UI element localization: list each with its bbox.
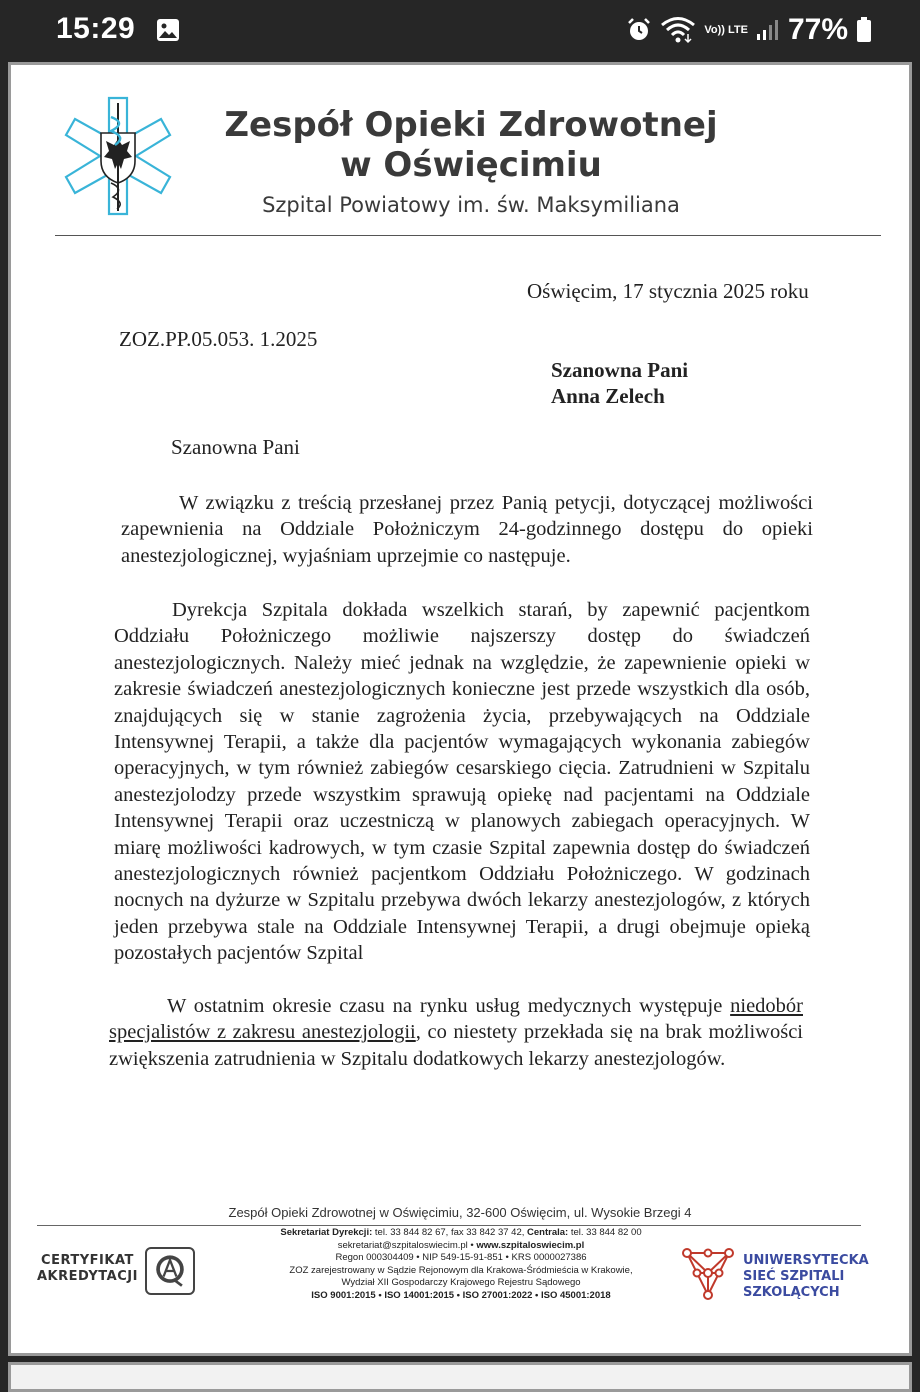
next-page-edge[interactable] — [8, 1362, 912, 1392]
wifi-icon — [660, 16, 696, 44]
org-name-line2: w Oświęcimiu — [340, 145, 602, 185]
reference-number: ZOZ.PP.05.053. 1.2025 — [119, 327, 318, 351]
university-network-name: UNIWERSYTECKA SIEĆ SZPITALI SZKOLĄCYCH — [743, 1253, 869, 1300]
header-divider — [55, 235, 881, 236]
alarm-icon — [626, 17, 652, 43]
status-bar — [0, 0, 920, 60]
organization-name — [171, 105, 771, 185]
recipient-name: Anna Zelech — [551, 384, 665, 408]
paragraph-3-underlined: niedobór specjalistów z zakresu anestezjologii — [109, 995, 803, 1044]
paragraph-1: W związku z treścią przesłanej przez Panią petycji, dotyczącej możliwości zapewnienia na Oddziale Położniczym 24-godzinnego dostępu do opieki anestezjologicznej, wyjaśniam uprzejmie co następuje. — [121, 492, 813, 567]
paragraph-3 — [109, 993, 803, 1072]
signal-icon — [756, 18, 780, 42]
status-icons — [626, 12, 872, 48]
footer-details — [241, 1227, 681, 1302]
paragraph-3-end: , co niestety przekłada się na brak możliwości zwiększenia zatrudnienia w Szpitalu dodatkowych lekarzy anestezjologów. — [109, 1021, 803, 1070]
hospital-name: Szpital Powiatowy im. św. Maksymiliana — [262, 193, 680, 217]
org-name-line1: Zespół Opieki Zdrowotnej — [224, 105, 718, 145]
footer-court-1: ZOZ zarejestrowany w Sądzie Rejonowym dla Krakowa-Śródmieścia w Krakowie, — [289, 1264, 633, 1276]
accreditation-label: CERTYFIKAT AKREDYTACJI — [37, 1253, 138, 1284]
recipient-block — [551, 357, 688, 409]
footer-court-2: Wydział XII Gospodarczy Krajowego Rejestru Sądowego — [341, 1277, 581, 1288]
star-of-life-logo — [55, 93, 181, 219]
network-type: Vo)) LTE — [704, 23, 748, 36]
status-time: 15:29 — [56, 12, 136, 45]
accreditation-logo-icon — [145, 1247, 195, 1295]
university-network-logo-icon — [681, 1245, 735, 1303]
salutation: Szanowna Pani — [171, 435, 300, 459]
footer-iso: ISO 9001:2015 • ISO 14001:2015 • ISO 27001:2022 • ISO 45001:2018 — [311, 1289, 611, 1301]
battery-percent: 77% — [787, 13, 848, 46]
footer-contact-line: Sekretariat Dyrekcji: tel. 33 844 82 67, fax 33 842 37 42, Centrala: tel. 33 844 82 00 — [280, 1227, 642, 1238]
footer-web-line: sekretariat@szpitaloswiecim.pl • www.szpitaloswiecim.pl — [337, 1239, 585, 1251]
battery-icon — [856, 17, 872, 43]
paragraph-3-start: W ostatnim okresie czasu na rynku usług medycznych występuje — [167, 995, 731, 1017]
footer-registry: Regon 000304409 • NIP 549-15-91-851 • KRS 0000027386 — [335, 1252, 587, 1263]
letter-date: Oświęcim, 17 stycznia 2025 roku — [527, 279, 809, 303]
paragraph-2: Dyrekcja Szpitala dokłada wszelkich starań, by zapewnić pacjentkom Oddziału Położniczego możliwie najszerszy dostęp do świadczeń anestezjologicznych. Należy mieć jednak na względzie, że zapewnienie opieki w zakresie świadczeń anestezjologicznych konieczne jest przede wszystkich dla osób, znajdujących się w stanie zagrożenia życia, przebywających na Oddziale Intensywnej Terapii, a także dla pacjentów wymagających wykonania zabiegów operacyjnych, w tym również zabiegów cesarskiego cięcia. Zatrudnieni w Szpitalu anestezjolodzy przede wszystkim sprawują opiekę nad pacjentami na Oddziale Intensywnej Terapii oraz uczestniczą w planowych zabiegach operacyjnych. W miarę możliwości kadrowych, w tym czasie Szpital zapewnia dostęp do świadczeń anestezjologicznych również pacjentkom Oddziału Położniczego. W godzinach nocnych na dyżurze w Szpitalu przebywa dwóch lekarzy anestezjologów, z których jeden przebywa stale na Oddziale Intensywnej Terapii, a drugi obejmuje opieką pozostałych pacjentów Szpital — [114, 599, 810, 965]
footer-divider — [37, 1225, 861, 1226]
recipient-line1: Szanowna Pani — [551, 358, 689, 382]
gallery-icon — [156, 18, 180, 42]
letter-page[interactable] — [8, 62, 912, 1356]
footer-address: Zespół Opieki Zdrowotnej w Oświęcimiu, 32-600 Oświęcim, ul. Wysokie Brzegi 4 — [228, 1205, 692, 1220]
